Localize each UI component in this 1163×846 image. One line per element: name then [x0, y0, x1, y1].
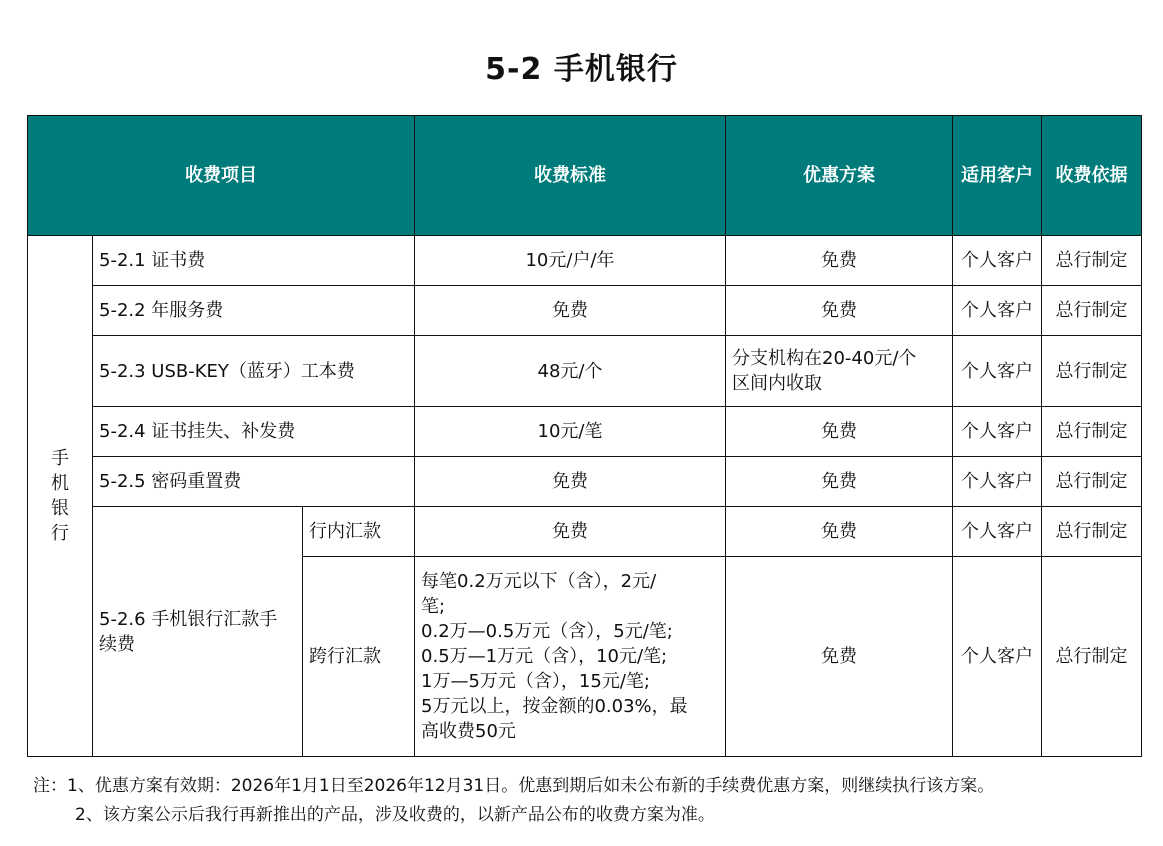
header-discount: 优惠方案: [726, 116, 953, 236]
transfer-item-cell: 5-2.6 手机银行汇款手 续费: [93, 507, 303, 757]
customer-cell: 个人客户: [953, 507, 1042, 557]
header-standard: 收费标准: [415, 116, 726, 236]
page-title: 5-2 手机银行: [485, 52, 678, 87]
header-item: 收费项目: [28, 116, 415, 236]
basis-cell: 总行制定: [1042, 336, 1142, 407]
footnotes: [33, 772, 1153, 830]
basis-cell: 总行制定: [1042, 557, 1142, 757]
table-row: [28, 286, 1142, 336]
customer-cell: 个人客户: [953, 336, 1042, 407]
fee-table: [27, 115, 1142, 757]
discount-cell: 免费: [726, 236, 953, 286]
basis-cell: 总行制定: [1042, 236, 1142, 286]
discount-cell: 免费: [726, 407, 953, 457]
customer-cell: 个人客户: [953, 407, 1042, 457]
customer-cell: 个人客户: [953, 236, 1042, 286]
discount-cell: 免费: [726, 286, 953, 336]
table-header-row: [28, 116, 1142, 236]
standard-cell: 免费: [415, 507, 726, 557]
item-cell: 5-2.3 USB-KEY（蓝牙）工本费: [93, 336, 415, 407]
discount-cell: 免费: [726, 507, 953, 557]
table-row: [28, 336, 1142, 407]
category-cell: [28, 236, 93, 757]
basis-cell: 总行制定: [1042, 507, 1142, 557]
table-row: [28, 407, 1142, 457]
standard-cell: 10元/笔: [415, 407, 726, 457]
discount-cell: 免费: [726, 557, 953, 757]
discount-cell: 分支机构在20-40元/个 区间内收取: [726, 336, 953, 407]
customer-cell: 个人客户: [953, 457, 1042, 507]
discount-cell: 免费: [726, 457, 953, 507]
table-row: [28, 507, 1142, 557]
standard-cell: 免费: [415, 457, 726, 507]
item-cell: 5-2.1 证书费: [93, 236, 415, 286]
standard-cell: 48元/个: [415, 336, 726, 407]
item-cell: 5-2.5 密码重置费: [93, 457, 415, 507]
category-label: 手 机 银 行: [51, 448, 69, 544]
basis-cell: 总行制定: [1042, 457, 1142, 507]
item-cell: 5-2.4 证书挂失、补发费: [93, 407, 415, 457]
table-row: [28, 236, 1142, 286]
basis-cell: 总行制定: [1042, 407, 1142, 457]
header-basis: 收费依据: [1042, 116, 1142, 236]
table-row: [28, 457, 1142, 507]
note-2: 2、该方案公示后我行再新推出的产品，涉及收费的，以新产品公布的收费方案为准。: [75, 805, 715, 825]
customer-cell: 个人客户: [953, 557, 1042, 757]
standard-cell: 免费: [415, 286, 726, 336]
customer-cell: 个人客户: [953, 286, 1042, 336]
inter-sub-cell: 跨行汇款: [303, 557, 415, 757]
standard-cell: 10元/户/年: [415, 236, 726, 286]
header-customer: 适用客户: [953, 116, 1042, 236]
item-cell: 5-2.2 年服务费: [93, 286, 415, 336]
basis-cell: 总行制定: [1042, 286, 1142, 336]
note-1: 注：1、优惠方案有效期：2026年1月1日至2026年12月31日。优惠到期后如未公布新的手续费优惠方案，则继续执行该方案。: [33, 776, 995, 796]
intra-sub-cell: 行内汇款: [303, 507, 415, 557]
inter-standard-cell: 每笔0.2万元以下（含），2元/ 笔; 0.2万—0.5万元（含），5元/笔; 0.5万—1万元（含），10元/笔; 1万—5万元（含），15元/笔; 5万元以上，按金额的0.03%，最 高收费50元: [415, 557, 726, 757]
